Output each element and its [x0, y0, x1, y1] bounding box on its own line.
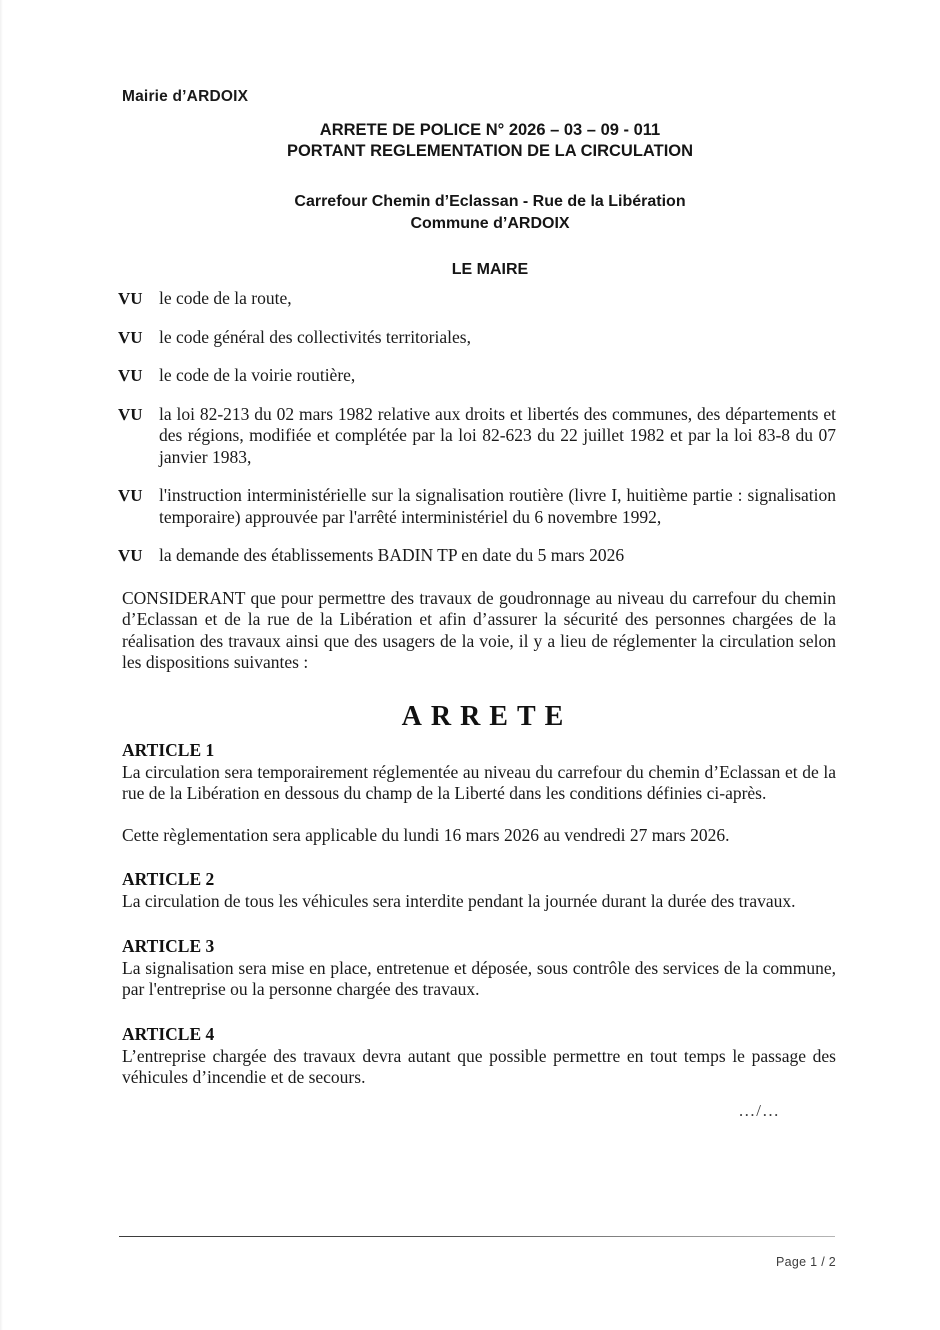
- considerant-paragraph: CONSIDERANT que pour permettre des travaux de goudronnage au niveau du carrefour du chemin d’Eclassan et de la rue de la Libération et afin d’assurer la sécurité des personnes chargées de la réalisation des travaux ainsi que des usagers de la voie, il y a lieu de réglementer la circulation selon les dispositions suivantes :: [122, 587, 836, 672]
- issuing-authority: LE MAIRE: [451, 261, 529, 278]
- title-line-1: ARRETE DE POLICE N° 2026 – 03 – 09 - 011: [319, 121, 661, 139]
- vu-clause-text: l'instruction interministérielle sur la signalisation routière (livre I, huitième partie : signalisation temporaire) approuvée par l'arrêté interministériel du 6 novembre 1992,: [159, 485, 836, 527]
- article-paragraph: La circulation sera temporairement réglementée au niveau du carrefour du chemin d’Eclassan et de la rue de la Libération en dessous du champ de la Liberté dans les conditions définies ci-après.: [122, 761, 836, 803]
- article-heading: ARTICLE 3: [122, 935, 215, 956]
- subtitle-line-1: Carrefour Chemin d’Eclassan - Rue de la Libération: [294, 193, 686, 210]
- article-paragraph: La circulation de tous les véhicules sera interdite pendant la journée durant la durée des travaux.: [122, 891, 796, 911]
- article-heading: ARTICLE 1: [122, 739, 215, 760]
- vu-clause-item: [118, 485, 836, 528]
- article-section: [122, 739, 836, 847]
- vu-clause-item: [118, 288, 836, 310]
- vu-label: VU: [118, 327, 143, 347]
- vu-clause-text: le code de la voirie routière,: [159, 365, 356, 385]
- article-paragraph: Cette règlementation sera applicable du lundi 16 mars 2026 au vendredi 27 mars 2026.: [122, 824, 730, 845]
- organization-name: Mairie d’ARDOIX: [122, 88, 249, 105]
- vu-clause-list: [118, 288, 836, 567]
- vu-label: VU: [118, 366, 143, 385]
- vu-clause-item: [118, 365, 836, 387]
- title-line-2: PORTANT REGLEMENTATION DE LA CIRCULATION: [286, 142, 694, 160]
- page-number: Page 1 / 2: [776, 1255, 836, 1269]
- vu-label: VU: [118, 289, 143, 308]
- vu-clause-text: le code de la route,: [159, 288, 292, 308]
- document-subtitle: [118, 191, 836, 235]
- article-heading: ARTICLE 4: [122, 1023, 215, 1044]
- vu-clause-text: la demande des établissements BADIN TP en date du 5 mars 2026: [159, 545, 625, 565]
- article-heading: ARTICLE 2: [122, 869, 215, 889]
- vu-clause-text: la loi 82-213 du 02 mars 1982 relative aux droits et libertés des communes, des départements et des régions, modifiée et complétée par la loi 82-623 du 22 juillet 1982 et par la loi 83-8 du 07 janvier 1983,: [159, 403, 836, 467]
- subtitle-line-2: Commune d’ARDOIX: [410, 215, 570, 232]
- continuation-marker: …/…: [738, 1100, 780, 1120]
- article-section: [122, 1023, 836, 1089]
- vu-label: VU: [118, 546, 143, 565]
- document-title: [118, 120, 836, 162]
- vu-clause-item: [118, 545, 836, 567]
- vu-label: VU: [118, 486, 143, 505]
- footer-divider: [119, 1236, 835, 1237]
- decree-heading: ARRETE: [401, 700, 573, 732]
- article-paragraph: L’entreprise chargée des travaux devra autant que possible permettre en tout temps le passage des véhicules d’incendie et de secours.: [122, 1045, 836, 1087]
- document-content: [118, 88, 836, 1121]
- vu-label: VU: [118, 404, 143, 424]
- vu-clause-item: [118, 404, 836, 469]
- article-paragraph: La signalisation sera mise en place, entretenue et déposée, sous contrôle des services de la commune, par l'entreprise ou la personne chargée des travaux.: [122, 957, 836, 999]
- article-section: [122, 868, 836, 913]
- vu-clause-item: [118, 327, 836, 349]
- vu-clause-text: le code général des collectivités territoriales,: [159, 326, 471, 347]
- article-section: [122, 935, 836, 1001]
